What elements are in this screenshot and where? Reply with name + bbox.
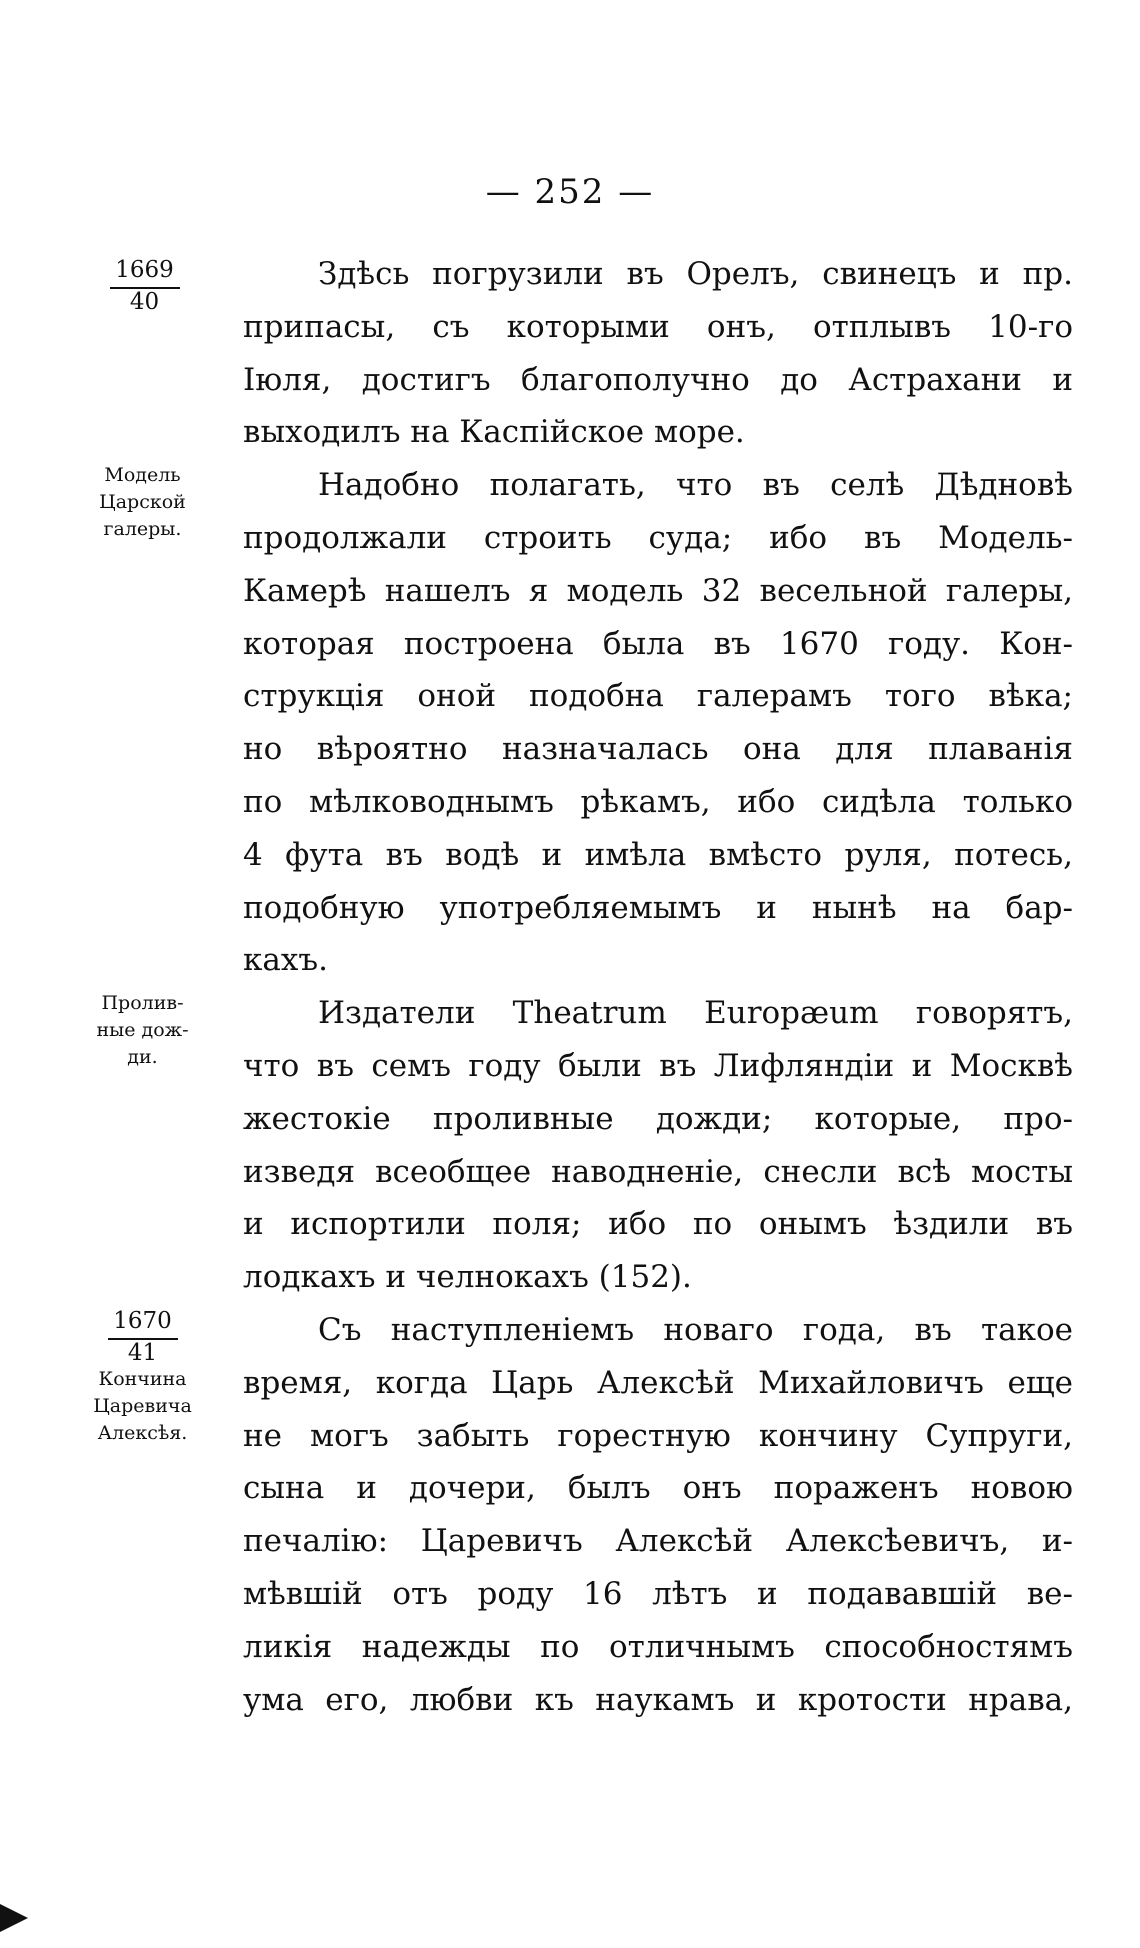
text-line: но вѣроятно назначалась она для плаванія (243, 731, 1073, 768)
margin-line: Алексѣя. (97, 1422, 188, 1444)
text-line: Іюля, достигъ благополучно до Астрахани и (243, 361, 1073, 398)
text-line: Съ наступленіемъ новаго года, въ такое (318, 1311, 1073, 1348)
margin-note-year-1670 (80, 1306, 205, 1447)
text-line: жестокіе проливные дожди; которые, про- (243, 1100, 1073, 1137)
text-line: припасы, съ которыми онъ, отплывъ 10-го (243, 308, 1073, 345)
text-line: ликія надежды по отличнымъ способностямъ (243, 1628, 1073, 1665)
text-line: что въ семъ году были въ Лифляндіи и Москвѣ (243, 1047, 1073, 1084)
text-line: лодкахъ и челнокахъ (152). (243, 1259, 692, 1296)
paragraph (243, 248, 1073, 459)
margin-year-alt: 40 (129, 289, 160, 315)
text-line: Здѣсь погрузили въ Орелъ, свинецъ и пр. (318, 256, 1073, 292)
text-line: ума его, любви къ наукамъ и кротости нрава, (243, 1681, 1073, 1718)
text-line: выходилъ на Каспійское море. (243, 414, 745, 451)
text-line: подобную употребляемымъ и нынѣ на бар- (243, 889, 1073, 926)
margin-note-heavy-rains (80, 990, 205, 1071)
text-line: 4 фута въ водѣ и имѣла вмѣсто руля, потесь, (243, 836, 1073, 873)
margin-line: Царской (99, 491, 186, 513)
page-number: — 252 — (485, 172, 655, 212)
text-line: и испортили поля; ибо по онымъ ѣздили въ (243, 1206, 1073, 1243)
text-line: по мѣлководнымъ рѣкамъ, ибо сидѣла только (243, 783, 1073, 820)
paragraph (243, 987, 1073, 1304)
text-line: струкція оной подобна галерамъ того вѣка; (243, 678, 1073, 715)
margin-line: ные дож- (96, 1019, 189, 1041)
margin-year: 1669 (110, 255, 180, 289)
page-edge-marker-icon (0, 1904, 28, 1932)
margin-line: галеры. (103, 518, 182, 540)
text-line: Издатели Theatrum Europæum говорятъ, (318, 995, 1073, 1032)
margin-year: 1670 (108, 1306, 178, 1340)
paragraph (243, 1304, 1073, 1726)
text-line: не могъ забыть горестную кончину Супруги, (243, 1417, 1073, 1454)
text-line: которая построена была въ 1670 году. Кон- (243, 625, 1073, 662)
margin-year-alt: 41 (127, 1340, 158, 1366)
margin-line: ди. (127, 1046, 158, 1068)
margin-line: Модель (104, 464, 181, 486)
text-line: мѣвшій отъ роду 16 лѣтъ и подававшій ве- (243, 1575, 1073, 1612)
main-text (243, 248, 1073, 1726)
text-line: Надобно полагать, что въ селѣ Дѣдновѣ (318, 467, 1073, 504)
margin-line: Пролив- (101, 992, 184, 1014)
margin-line: Кончина (98, 1368, 187, 1390)
text-line: сына и дочери, былъ онъ пораженъ новою (243, 1470, 1073, 1507)
margin-note-galley-model (80, 462, 205, 543)
paragraph (243, 459, 1073, 987)
margin-note-year-1669 (82, 255, 207, 315)
text-line: Камерѣ нашелъ я модель 32 весельной галеры, (243, 572, 1073, 609)
text-line: изведя всеобщее наводненіе, снесли всѣ мосты (243, 1153, 1073, 1190)
text-line: время, когда Царь Алексѣй Михайловичъ еще (243, 1364, 1073, 1401)
text-line: кахъ. (243, 942, 328, 979)
text-line: печалію: Царевичъ Алексѣй Алексѣевичъ, и- (243, 1523, 1073, 1560)
margin-line: Царевича (93, 1395, 192, 1417)
text-line: продолжали строить суда; ибо въ Модель- (243, 519, 1073, 556)
